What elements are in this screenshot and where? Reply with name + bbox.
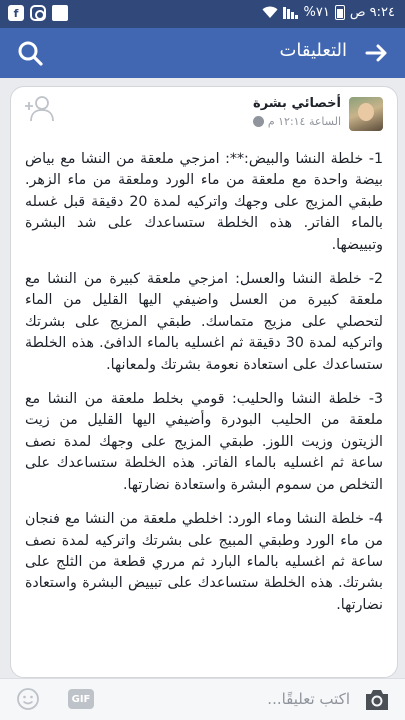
- comment-input[interactable]: [110, 685, 350, 713]
- paragraph: 4- خلطة النشا وماء الورد: اخلطي ملعقة من النشا مع فنجان من ماء الورد وطبقي المبيج على بشرتك واتركيه لمدة نصف ساعة ثم اغسليه بالماء البارد ثم مرري قطعة من الثلج على بشرتك. هذه الخلطة ستساعدك على تبييض البشرة واستعادة نضارتها.: [25, 511, 383, 613]
- comment-composer: [0, 678, 405, 720]
- page-title: التعليقات: [279, 40, 347, 61]
- status-time: ٩:٢٤ ص: [349, 5, 395, 20]
- comment-meta: [253, 115, 341, 128]
- add-friend-icon[interactable]: [23, 93, 55, 123]
- status-bar: [0, 0, 405, 28]
- system-status: [262, 5, 395, 20]
- avatar[interactable]: [349, 97, 383, 131]
- notification-icons: [8, 5, 68, 21]
- battery-percent: ٧١%: [303, 5, 330, 20]
- paragraph: 3- خلطة النشا والحليب: قومي بخلط ملعقة من النشا مع ملعقة من الحليب البودرة وأضيفي اليها القليل من زيت الزيتون وزيت اللوز. طبقي المزيج على وجهك لمدة نصف ساعة ثم اغسليه بالماء الفاتر. هذه الخلطة ستساعدك على التخلص من سموم البشرة واستعادة نضارتها.: [25, 391, 383, 493]
- wifi-icon: [262, 6, 278, 19]
- gif-button[interactable]: GIF: [68, 689, 94, 709]
- instagram-icon: [30, 5, 46, 21]
- paragraph: 1- خلطة النشا والبيض:**: امزجي ملعقة من النشا مع بياض بيضة واحدة مع ملعقة من ماء الورد وملعقة من ماء الزهر. طبقي المزيج على وجهك واتركيه لمدة 20 دقيقة قبل غسله بالماء الفاتر. هذه الخلطة ستساعدك على شد البشرة وتبييضها.: [25, 151, 383, 253]
- gallery-icon: [52, 5, 68, 21]
- emoji-icon[interactable]: [16, 687, 40, 711]
- app-header: [0, 28, 405, 78]
- signal-icon: [283, 7, 298, 19]
- camera-icon[interactable]: [363, 687, 391, 713]
- comments-area: [0, 78, 405, 678]
- comment-body: [25, 149, 383, 629]
- search-icon[interactable]: [16, 39, 44, 67]
- facebook-icon: f: [8, 5, 24, 21]
- battery-icon: [335, 5, 345, 20]
- comment-author[interactable]: أخصائي بشرة: [253, 96, 341, 111]
- arrow-right-icon[interactable]: [363, 39, 391, 67]
- globe-icon: [253, 116, 264, 127]
- paragraph: 2- خلطة النشا والعسل: امزجي ملعقة كبيرة من النشا مع ملعقة كبيرة من العسل واضيفي اليها القليل من الماء لتحصلي على مزيج متماسك. طبقي المزيج على بشرتك واتركيه لمدة 30 دقيقة ثم اغسليه بالماء الدافئ. هذه الخلطة ستساعدك على استعادة نعومة بشرتك ولمعانها.: [25, 271, 384, 373]
- comment-timestamp: الساعة ١٢:١٤ م: [267, 115, 341, 128]
- comment-bubble: [10, 86, 398, 678]
